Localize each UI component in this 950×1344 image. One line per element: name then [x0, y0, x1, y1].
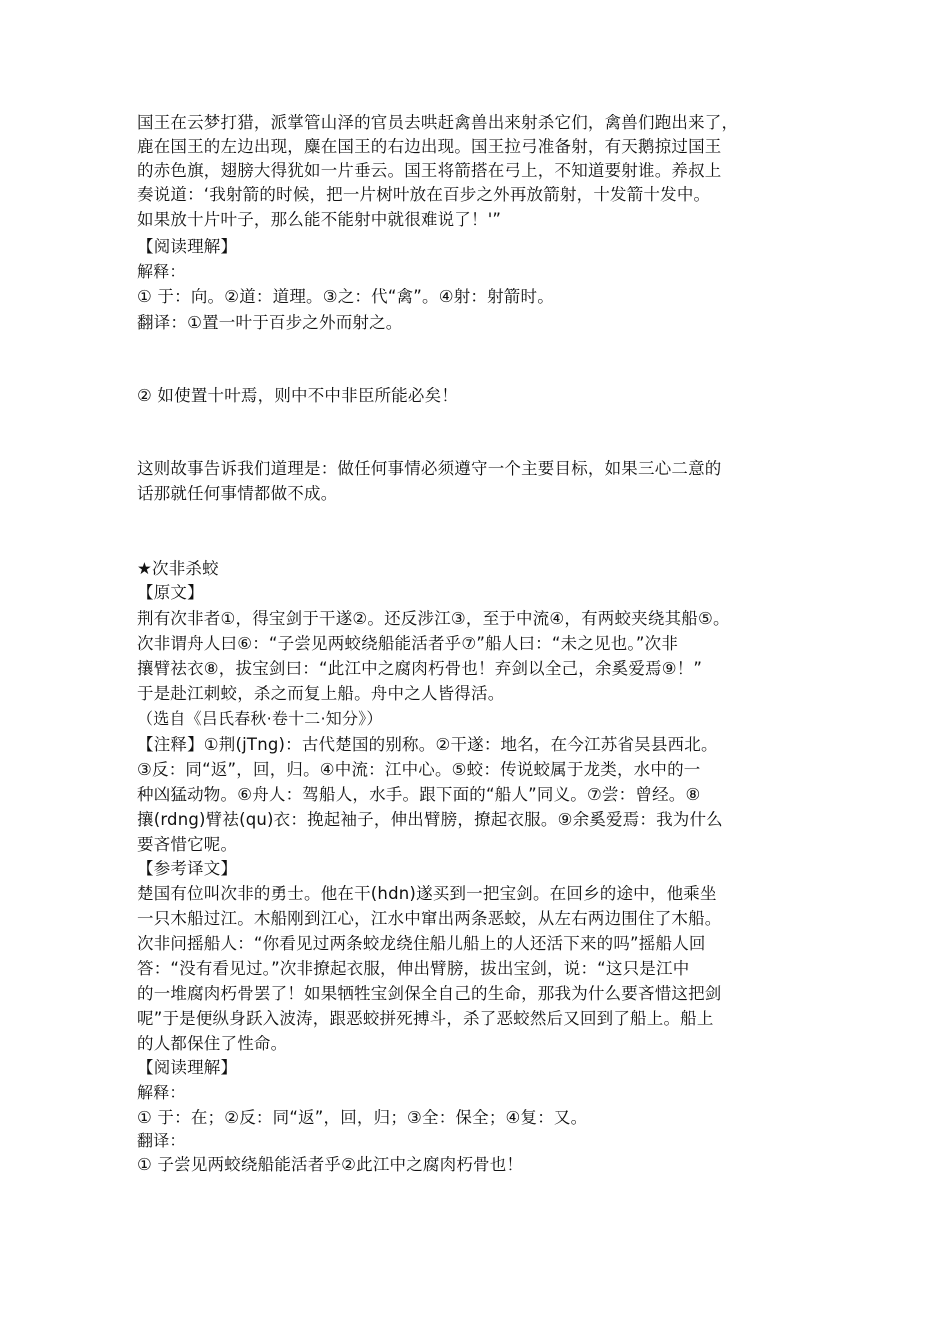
notes-line: 要吝惜它呢。 [137, 835, 238, 854]
explain-text: ① 于：向。②道：道理。③之：代“禽”。④射：射箭时。 [137, 287, 554, 306]
translation-line: 次非问摇船人：“你看见过两条蛟龙绕住船儿船上的人还活下来的吗”摇船人回 [137, 934, 706, 953]
original-line: 荆有次非者①，得宝剑于干遂②。还反涉江③，至于中流④，有两蛟夹绕其船⑤。 [137, 609, 730, 628]
notes-line: 【注释】①荆(jTng)：古代楚国的别称。②干遂：地名，在今江苏省吴县西北。 [137, 735, 718, 754]
reading-heading: 【阅读理解】 [137, 237, 238, 256]
notes-line: ③反：同“返”，回，归。④中流：江中心。⑤蛟：传说蛟属于龙类，水中的一 [137, 760, 701, 779]
original-line: 次非谓舟人曰⑥：“子尝见两蛟绕船能活者乎⑦”船人曰：“未之见也。”次非 [137, 634, 679, 653]
translate-label: 翻译： [137, 1131, 186, 1150]
translation-line: 的人都保住了性命。 [137, 1034, 288, 1053]
paragraph-line: 鹿在国王的左边出现，麋在国王的右边出现。国王拉弓准备射，有天鹅掠过国王 [137, 137, 722, 156]
translate-line: 翻译：①置一叶于百步之外而射之。 [137, 313, 403, 332]
original-line: 于是赴江刺蛟，杀之而复上船。舟中之人皆得活。 [137, 684, 505, 703]
paragraph-line: 的赤色旗，翅膀大得犹如一片垂云。国王将箭搭在弓上，不知道要射谁。养叔上 [137, 161, 722, 180]
translation-line: 一只木船过江。木船刚到江心，江水中窜出两条恶蛟，从左右两边围住了木船。 [137, 909, 722, 928]
paragraph-line: 国王在云梦打猎，派掌管山泽的官员去哄赶禽兽出来射杀它们，禽兽们跑出来了， [137, 113, 739, 132]
notes-line: 攘(rdng)臂祛(qu)衣：挽起袖子，伸出臂膀，撩起衣服。⑨余奚爱焉：我为什么 [137, 810, 723, 829]
translation-line: 呢”于是便纵身跃入波涛，跟恶蛟拼死搏斗，杀了恶蛟然后又回到了船上。船上 [137, 1009, 714, 1028]
source-line: （选自《吕氏春秋·卷十二·知分》） [137, 709, 383, 728]
lesson-line: 这则故事告诉我们道理是：做任何事情必须遵守一个主要目标，如果三心二意的 [137, 459, 722, 478]
story-title: ★次非杀蛟 [137, 559, 219, 578]
original-line: 攘臂祛衣⑧，拔宝剑曰：“此江中之腐肉朽骨也！弃剑以全己，余奚爱焉⑨！” [137, 659, 703, 678]
original-heading: 【原文】 [137, 583, 204, 602]
explain-label: 解释： [137, 1083, 186, 1102]
notes-line: 种凶猛动物。⑥舟人：驾船人，水手。跟下面的“船人”同义。⑦尝：曾经。⑧ [137, 785, 701, 804]
explain-label: 解释： [137, 262, 186, 281]
lesson-line: 话那就任何事情都做不成。 [137, 484, 338, 503]
translate-text: ① 子尝见两蛟绕船能活者乎②此江中之腐肉朽骨也！ [137, 1155, 524, 1174]
explain-text: ① 于：在；②反：同“返”，回，归；③全：保全；④复：又。 [137, 1108, 588, 1127]
translation-heading: 【参考译文】 [137, 859, 238, 878]
paragraph-line: 奏说道：‘我射箭的时候，把一片树叶放在百步之外再放箭射，十发箭十发中。 [137, 185, 711, 204]
translation-line: 答：“没有看见过。”次非撩起衣服，伸出臂膀，拔出宝剑，说：“这只是江中 [137, 959, 690, 978]
paragraph-line: 如果放十片叶子，那么能不能射中就很难说了！'” [137, 210, 502, 229]
translation-line: 的一堆腐肉朽骨罢了！如果牺牲宝剑保全自己的生命，那我为什么要吝惜这把剑 [137, 984, 722, 1003]
reading-heading: 【阅读理解】 [137, 1058, 238, 1077]
translation-line: 楚国有位叫次非的勇士。他在干(hdn)遂买到一把宝剑。在回乡的途中，他乘坐 [137, 884, 717, 903]
translate-line: ② 如使置十叶焉，则中不中非臣所能必矣！ [137, 386, 459, 405]
